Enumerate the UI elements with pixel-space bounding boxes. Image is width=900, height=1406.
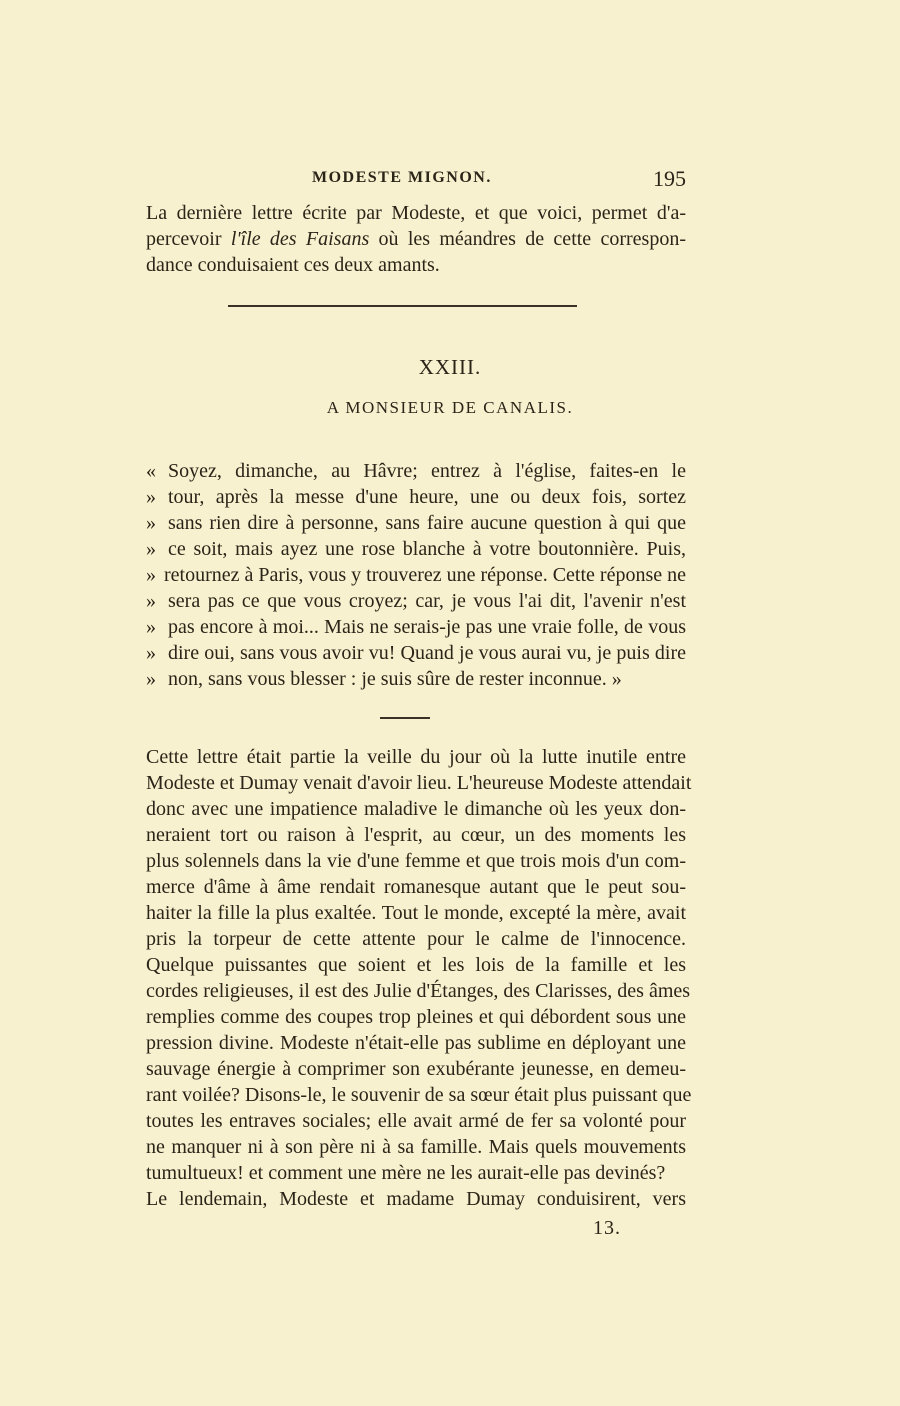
- body-line-text: merce d'âme à âme rendait romanesque autant que le peut sou-: [146, 876, 686, 898]
- intro-line: [146, 252, 686, 278]
- intro-line-text: [146, 228, 686, 250]
- body-line: [146, 952, 686, 978]
- section-number: XXIII.: [418, 355, 482, 379]
- page-number: 195: [653, 166, 686, 191]
- body-line: [146, 1056, 686, 1082]
- body-line: [146, 796, 686, 822]
- letter-line: [146, 458, 686, 484]
- body-line-text: Quelque puissantes que soient et les lois de la famille et les: [146, 954, 686, 976]
- intro-word: percevoir: [146, 228, 231, 250]
- intro-paragraph: [146, 200, 686, 278]
- letter-end-divider: [380, 717, 430, 719]
- quote-mark: »: [146, 668, 156, 690]
- body-line: [146, 874, 686, 900]
- running-head: [146, 166, 686, 192]
- letter-line: [146, 666, 686, 692]
- body-line-text: pris la torpeur de cette attente pour le calme de l'innocence.: [146, 928, 686, 950]
- quote-mark: «: [146, 460, 156, 482]
- intro-line-text: dance conduisaient ces deux amants.: [146, 254, 440, 276]
- quote-mark: »: [146, 538, 156, 560]
- body-line-text: neraient tort ou raison à l'esprit, au cœur, un des moments les: [146, 824, 686, 846]
- body-line: [146, 1108, 686, 1134]
- italic-place-name: l'île des Faisans: [230, 228, 370, 250]
- body-line: [146, 1186, 686, 1212]
- letter-line-text: dire oui, sans vous avoir vu! Quand je vous aurai vu, je puis dire: [168, 642, 686, 664]
- quote-mark: »: [146, 590, 156, 612]
- body-line-text: Le lendemain, Modeste et madame Dumay conduisirent, vers: [146, 1188, 686, 1210]
- body-line: [146, 1160, 686, 1186]
- quote-mark: »: [146, 486, 156, 508]
- letter-line: [146, 562, 686, 588]
- body-line-text: cordes religieuses, il est des Julie d'Étanges, des Clarisses, des âmes: [146, 980, 691, 1002]
- body-line: [146, 1082, 692, 1108]
- letter-line: [146, 588, 686, 614]
- quote-mark: »: [146, 642, 156, 664]
- letter-line: [146, 484, 686, 510]
- body-paragraph: [146, 744, 692, 1212]
- body-line-text: plus solennels dans la vie d'une femme et que trois mois d'un com-: [146, 850, 686, 872]
- body-line: [146, 822, 686, 848]
- quote-mark: »: [146, 564, 156, 586]
- body-line: [146, 900, 686, 926]
- letter-line: [146, 510, 686, 536]
- letter-line-text: sera pas ce que vous croyez; car, je vous l'ai dit, l'avenir n'est: [168, 590, 686, 612]
- body-line: [146, 978, 691, 1004]
- running-title: MODESTE MIGNON.: [312, 169, 492, 186]
- letter-line: [146, 640, 686, 666]
- body-line-text: haiter la fille la plus exaltée. Tout le monde, excepté la mère, avait: [146, 902, 686, 924]
- letter-heading: A MONSIEUR DE CANALIS.: [326, 398, 574, 417]
- letter-line-text: retournez à Paris, vous y trouverez une réponse. Cette réponse ne: [163, 564, 686, 586]
- body-line: [146, 1030, 686, 1056]
- body-line-text: ne manquer ni à son père ni à sa famille. Mais quels mouvements: [146, 1136, 686, 1158]
- body-line-text: remplies comme des coupes trop pleines et qui débordent sous une: [146, 1006, 686, 1028]
- letter-text: [146, 458, 686, 692]
- quote-mark: »: [146, 616, 156, 638]
- intro-line-text: La dernière lettre écrite par Modeste, et que voici, permet d'a-: [146, 202, 686, 224]
- body-line: [146, 1004, 686, 1030]
- letter-line-text: pas encore à moi... Mais ne serais-je pas une vraie folle, de vous: [168, 616, 686, 638]
- body-line: [146, 926, 686, 952]
- intro-rest: où les méandres de cette correspon-: [369, 228, 686, 250]
- body-line-text: Modeste et Dumay venait d'avoir lieu. L'heureuse Modeste attendait: [146, 772, 692, 794]
- signature-mark: 13.: [593, 1217, 621, 1239]
- body-line: [146, 848, 686, 874]
- body-line-text: toutes les entraves sociales; elle avait armé de fer sa volonté pour: [146, 1110, 686, 1132]
- letter-line-text: non, sans vous blesser : je suis sûre de rester inconnue. »: [168, 668, 622, 690]
- section-divider: [228, 305, 577, 307]
- body-line-text: donc avec une impatience maladive le dimanche où les yeux don-: [146, 798, 686, 820]
- letter-line-text: tour, après la messe d'une heure, une ou deux fois, sortez: [168, 486, 686, 508]
- body-line-text: pression divine. Modeste n'était-elle pas sublime en déployant une: [146, 1032, 686, 1054]
- letter-line: [146, 536, 686, 562]
- body-line: [146, 770, 692, 796]
- quote-mark: »: [146, 512, 156, 534]
- body-line: [146, 744, 686, 770]
- body-line-text: Cette lettre était partie la veille du jour où la lutte inutile entre: [146, 746, 686, 768]
- letter-line-text: Soyez, dimanche, au Hâvre; entrez à l'église, faites-en le: [168, 460, 686, 482]
- letter-line: [146, 614, 686, 640]
- body-line-text: rant voilée? Disons-le, le souvenir de sa sœur était plus puissant que: [146, 1084, 692, 1106]
- intro-line: [146, 200, 686, 226]
- body-line-text: tumultueux! et comment une mère ne les aurait-elle pas devinés?: [146, 1162, 666, 1184]
- body-line: [146, 1134, 686, 1160]
- letter-line-text: sans rien dire à personne, sans faire aucune question à qui que: [168, 512, 686, 534]
- letter-line-text: ce soit, mais ayez une rose blanche à votre boutonnière. Puis,: [168, 538, 686, 560]
- body-line-text: sauvage énergie à comprimer son exubérante jeunesse, en demeu-: [146, 1058, 686, 1080]
- intro-line: [146, 226, 686, 252]
